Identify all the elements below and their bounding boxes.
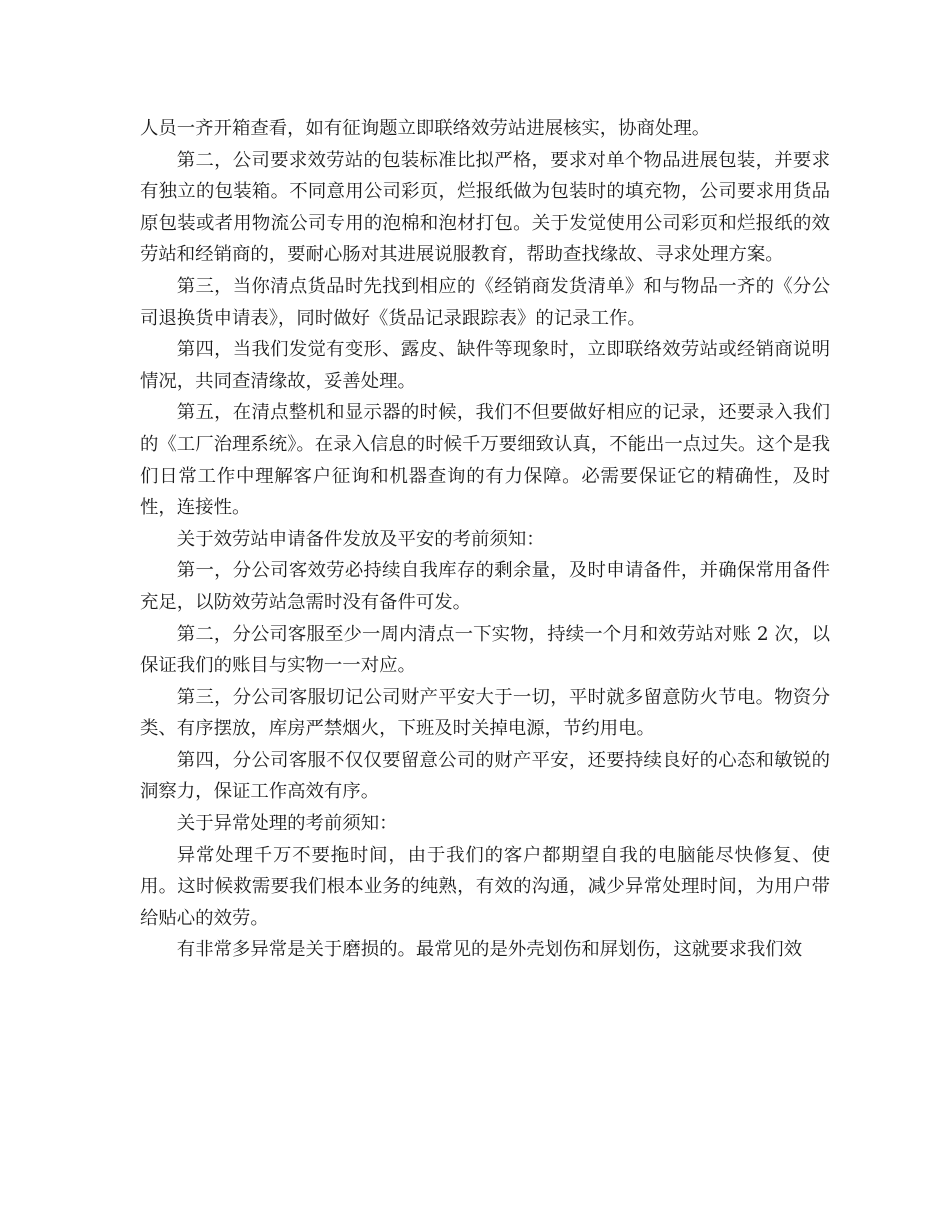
section-heading-spare-parts: 关于效劳站申请备件发放及平安的考前须知：: [176, 528, 545, 550]
document-body: [140, 113, 830, 966]
paragraph-wear-damage: 有非常多异常是关于磨损的。最常见的是外壳划伤和屏划伤，这就要求我们效: [176, 939, 803, 961]
paragraph-weekly-count: 第二，分公司客服至少一周内清点一下实物，持续一个月和效劳站对账 2 次，以保证我们的账目与实物一一对应。: [140, 623, 830, 677]
paragraph-property-safety: 第三，分公司客服切记公司财产平安大于一切，平时就多留意防火节电。物资分类、有序摆放，库房严禁烟火，下班及时关掉电源，节约用电。: [140, 686, 830, 740]
section-heading-exception: 关于异常处理的考前须知：: [176, 813, 398, 835]
paragraph-record-entry: 第五，在清点整机和显示器的时候，我们不但要做好相应的记录，还要录入我们的《工厂治理系统》。在录入信息的时候千万要细致认真，不能出一点过失。这个是我们日常工作中理解客户征询和机器查询的有力保障。必需要保证它的精确性，及时性，连接性。: [140, 402, 830, 519]
paragraph-stock-level: 第一，分公司客效劳必持续自我库存的剩余量，及时申请备件，并确保常用备件充足，以防效劳站急需时没有备件可发。: [140, 560, 830, 613]
paragraph-packaging-standard: 第二，公司要求效劳站的包装标准比拟严格，要求对单个物品进展包装，并要求有独立的包装箱。不同意用公司彩页，烂报纸做为包装时的填充物，公司要求用货品原包装或者用物流公司专用的泡棉和泡材打包。关于发觉使用公司彩页和烂报纸的效劳站和经销商的，要耐心肠对其进展说服教育，帮助查找缘故、寻求处理方案。: [140, 149, 830, 266]
paragraph-attitude: 第四，分公司客服不仅仅要留意公司的财产平安，还要持续良好的心态和敏锐的洞察力，保证工作高效有序。: [140, 749, 830, 803]
paragraph-continuation: 人员一齐开箱查看，如有征询题立即联络效劳站进展核实，协商处理。: [140, 118, 711, 139]
paragraph-damage-handling: 第四，当我们发觉有变形、露皮、缺件等现象时，立即联络效劳站或经销商说明情况，共同查清缘故，妥善处理。: [140, 339, 830, 392]
paragraph-exception-timing: 异常处理千万不要拖时间，由于我们的客户都期望自我的电脑能尽快修复、使用。这时候救需要我们根本业务的纯熟，有效的沟通，减少异常处理时间，为用户带给贴心的效劳。: [140, 844, 830, 929]
paragraph-inventory-check: 第三，当你清点货品时先找到相应的《经销商发货清单》和与物品一齐的《分公司退换货申请表》，同时做好《货品记录跟踪表》的记录工作。: [140, 275, 830, 329]
